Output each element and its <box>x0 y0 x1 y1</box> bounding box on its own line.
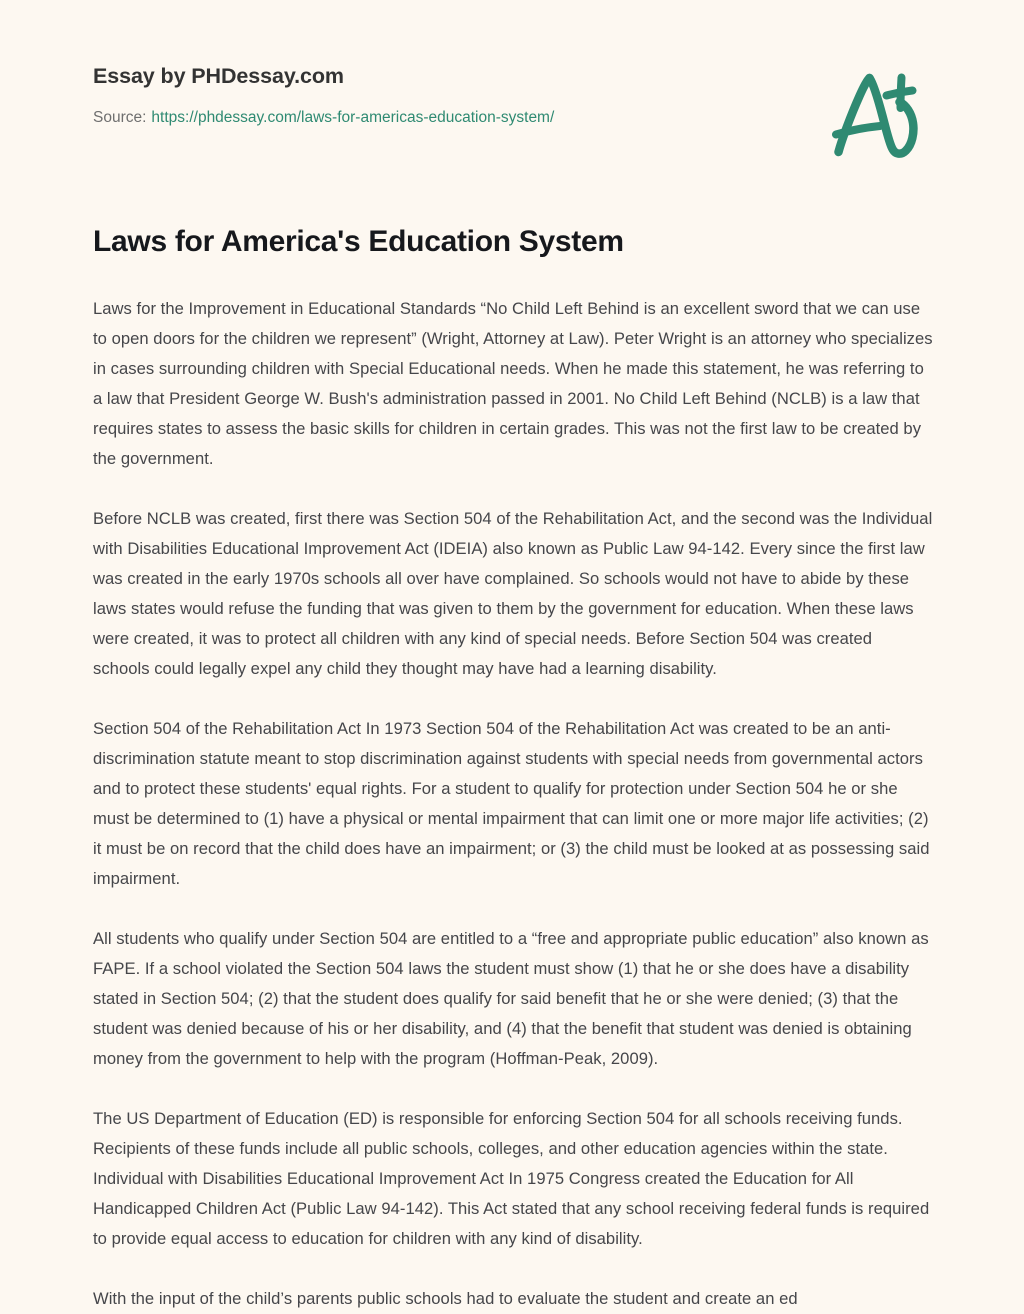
source-label: Source: <box>93 109 147 126</box>
article-paragraph: Section 504 of the Rehabilitation Act In 1973 Section 504 of the Rehabilitation Act was created to be an anti-discrimination statute meant to stop discrimination against students with special needs from governmental actors and to protect these students' equal rights. For a student to qualify for protection under Section 504 he or she must be determined to (1) have a physical or mental impairment that can limit one or more major life activities; (2) it must be on record that the child does have an impairment; or (3) the child must be looked at as possessing said impairment. <box>93 719 930 888</box>
article-paragraph: All students who qualify under Section 504 are entitled to a “free and appropriate public education” also known as FAPE. If a school violated the Section 504 laws the student must show (1) that he or she does have a disability stated in Section 504; (2) that the student does qualify for said benefit that he or she were denied; (3) that the student was denied because of his or her disability, and (4) that the benefit that student was denied is obtaining money from the government to help with the program (Hoffman-Peak, 2009). <box>93 929 929 1068</box>
page-header <box>0 0 1024 200</box>
article <box>93 222 933 1314</box>
source-url-link[interactable]: https://phdessay.com/laws-for-americas-education-system/ <box>151 109 555 126</box>
article-paragraph: Before NCLB was created, first there was Section 504 of the Rehabilitation Act, and the second was the Individual with Disabilities Educational Improvement Act (IDEIA) also known as Public Law 94-142. Every since the first law was created in the early 1970s schools all over have complained. So schools would not have to abide by these laws states would refuse the funding that was given to them by the government for education. When these laws were created, it was to protect all children with any kind of special needs. Before Section 504 was created schools could legally expel any child they thought may have had a learning disability. <box>93 509 933 678</box>
brand-title: Essay by PHDessay.com <box>93 64 344 88</box>
page-title: Laws for America's Education System <box>93 225 624 258</box>
article-body <box>93 294 933 1314</box>
a-plus-logo-svg <box>818 55 930 167</box>
article-paragraph: The US Department of Education (ED) is responsible for enforcing Section 504 for all schools receiving funds. Recipients of these funds include all public schools, colleges, and other education agencies within the state. Individual with Disabilities Educational Improvement Act In 1975 Congress created the Education for All Handicapped Children Act (Public Law 94-142). This Act stated that any school receiving federal funds is required to provide equal access to education for children with any kind of disability. <box>93 1109 930 1248</box>
source-line <box>93 107 793 129</box>
article-paragraph: Laws for the Improvement in Educational Standards “No Child Left Behind is an excellent sword that we can use to open doors for the children we represent” (Wright, Attorney at Law). Peter Wright is an attorney who specializes in cases surrounding children with Special Educational needs. When he made this statement, he was referring to a law that President George W. Bush's administration passed in 2001. No Child Left Behind (NCLB) is a law that requires states to assess the basic skills for children in certain grades. This was not the first law to be created by the government. <box>93 299 933 468</box>
article-paragraph: With the input of the child’s parents public schools had to evaluate the student and create an ed <box>93 1289 798 1308</box>
brand-block <box>93 62 793 129</box>
a-plus-logo-icon <box>818 55 930 167</box>
